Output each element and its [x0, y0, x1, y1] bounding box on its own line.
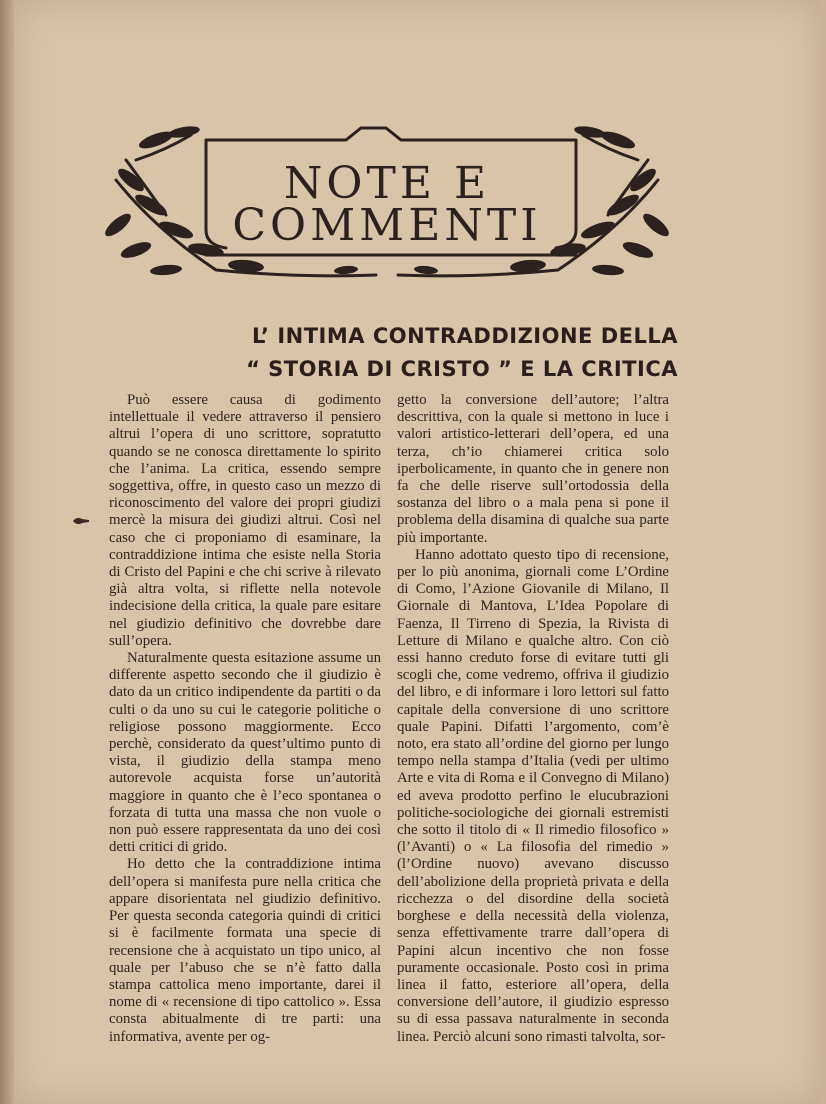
banner-title-line2: COMMENTI: [232, 200, 542, 251]
paragraph: getto la conversione dell’autore; l’altra descrittiva, con la quale si mettono in luce i valori artistico-letterari dell’opera, ed una terza, ch’io chiamerei critica solo iperbolicamente, in quanto che in genere non fa che delle riserve sull’ortodossia della sostanza del libro o a mala pena si pone il problema della disamina di qualche sua parte più importante.: [397, 392, 669, 546]
paragraph: Naturalmente questa esitazione assume un differente aspetto secondo che il giudizio è dato da un critico indipendente da partiti o da culti o da uno su cui le categorie politiche o religiose possono maggiormente. Ecco perchè, considerato da quest’ultimo punto di vista, il giudizio della stampa meno autorevole acquista forse un’autorità maggiore in quanto che è l’eco spontanea o forzata di tutta una massa che non vuole o non può essere rappresentata da uno dei così detti critici di grido.: [109, 650, 381, 856]
section-banner: [96, 120, 678, 280]
binding-gutter: [0, 0, 14, 1104]
banner-title-line1: NOTE E: [283, 158, 491, 209]
paragraph: Ho detto che la contraddizione intima dell’opera si manifesta pure nella critica che appare disorientata nel giudizio definitivo. Per questa seconda categoria quindi di critici si è facilmente formata una specie di recensione che à acquistato un tipo unico, al quale per l’abuso che se n’è fatto dalla stampa cattolica meno importante, darei il nome di « recensione di tipo cattolico ». Essa consta abitualmente di tre parti: una informativa, avente per og-: [109, 856, 381, 1045]
article-headline-line2: “ STORIA DI CRISTO ” E LA CRITICA: [246, 357, 678, 381]
article-column-right: [397, 392, 669, 1046]
article-headline-line1: L’ INTIMA CONTRADDIZIONE DELLA: [251, 324, 678, 348]
article-column-left: [109, 392, 381, 1046]
pointing-hand-icon: [72, 514, 90, 528]
paragraph: Hanno adottato questo tipo di recensione, per lo più anonima, giornali come L’Ordine di Como, l’Azione Giovanile di Milano, Il Giornale di Mantova, L’Idea Popolare di Faenza, Il Tirreno di Spezia, la Rivista di Letture di Milano e qualche altro. Con ciò essi hanno creduto forse di evitare tutti gli scogli che, come vedremo, offriva il giudizio del libro, e di informare i loro lettori sul fatto capitale della conversione di uno scrittore quale Papini. Difatti l’argomento, com’è noto, era stato all’ordine del giorno per lungo tempo nella stampa d’Italia (vedi per ultimo Arte e vita di Roma e il Convegno di Milano) ed aveva prodotto perfino le elucubrazioni politiche-sociologiche dei giornali estremisti che sotto il titolo di « Il rimedio filosofico » (l’Avanti) o « La filosofia del rimedio » (l’Ordine nuovo) avevano discusso dell’abolizione della proprietà privata e della ricchezza o del disordine della società borghese e della necessità della violenza, senza effettivamente trarre dall’opera di Papini alcun incentivo che non fosse puramente occasionale. Posto così in prima linea il fatto, esteriore all’opera, della conversione dell’autore, il giudizio espresso su di essa passava naturalmente in seconda linea. Perciò alcuni sono rimasti talvolta, sor-: [397, 546, 669, 1045]
paragraph: Può essere causa di godimento intellettuale il vedere attraverso il pensiero altrui l’opera di uno scrittore, sopratutto quando se ne conosca direttamente lo spirito che l’anima. La critica, essendo sempre soggettiva, offre, in questo caso un mezzo di riconoscimento del valore dei propri giudizi mercè la misura dei giudizi altrui. Così nel caso che ci proponiamo di esaminare, la contraddizione intima che esiste nella Storia di Cristo del Papini e che chi scrive à rilevato già altra volta, si riflette nella notevole indecisione della critica, la quale pare esitare nel giudizio definitivo che dovrebbe dare sull’opera.: [109, 392, 381, 649]
